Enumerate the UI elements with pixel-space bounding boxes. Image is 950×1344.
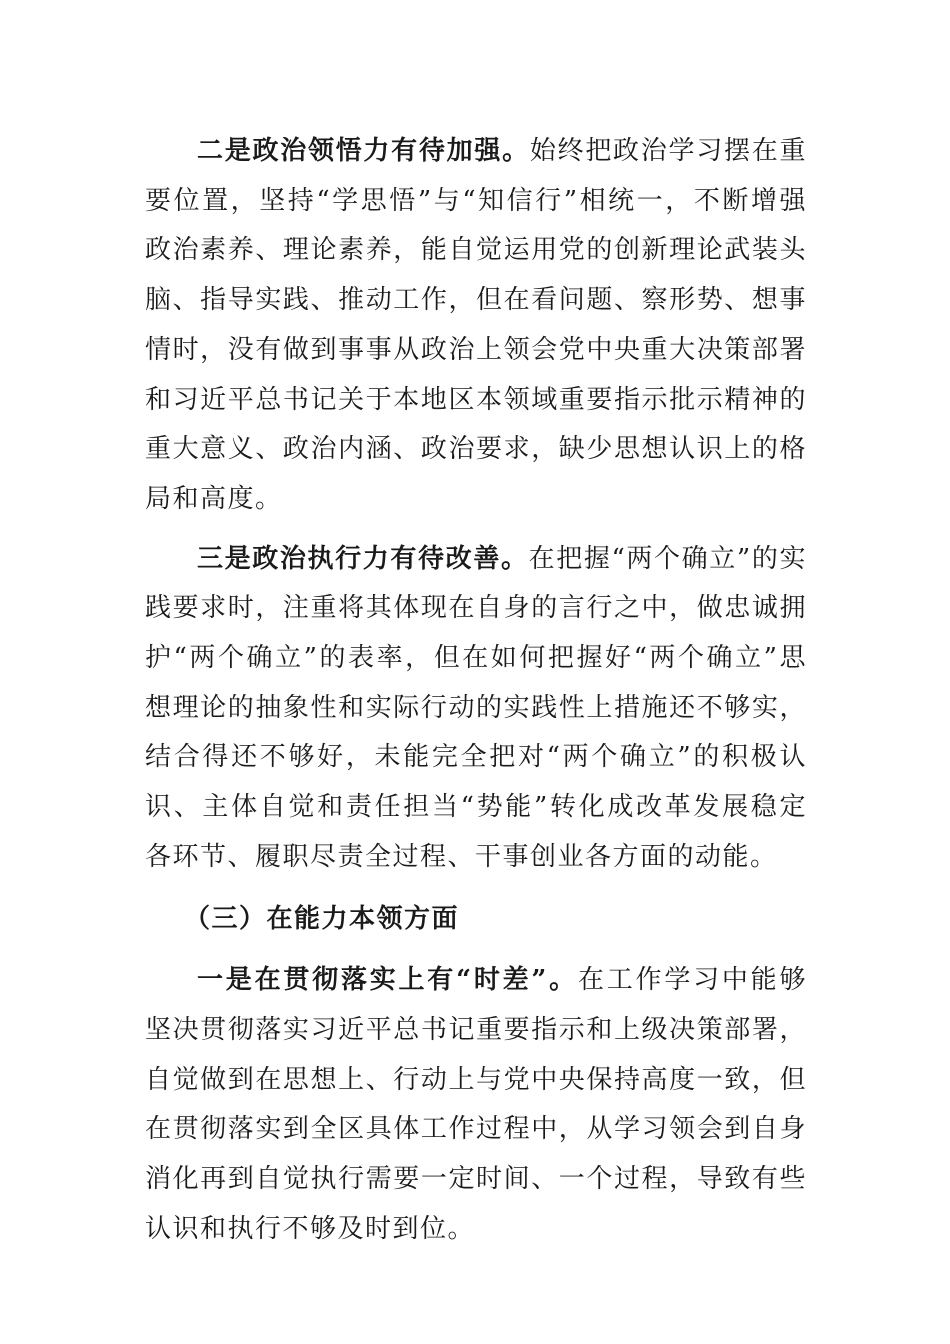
paragraph-body: 始终把政治学习摆在重要位置，坚持“学思悟”与“知信行”相统一，不断增强政治素养、理论素养，能自觉运用党的创新理论武装头脑、指导实践、推动工作，但在看问题、察形势、想事情时，没有做到事事从政治上领会党中央重大决策部署和习近平总书记关于本地区本领域重要指示批示精神的重大意义、政治内涵、政治要求，缺少思想认识上的格局和高度。: [145, 136, 807, 514]
paragraph-political-execution: [145, 535, 807, 883]
paragraph-political-comprehension: [145, 127, 807, 525]
paragraph-lead: 一是在贯彻落实上有“时差”。: [197, 965, 578, 996]
paragraph-body: 在工作学习中能够坚决贯彻落实习近平总书记重要指示和上级决策部署，自觉做到在思想上、行动上与党中央保持高度一致，但在贯彻落实到全区具体工作过程中，从学习领会到自身消化再到自觉执行需要一定时间、一个过程，导致有些认识和执行不够及时到位。: [145, 965, 807, 1244]
document-page: [145, 127, 807, 1254]
paragraph-lead: 三是政治执行力有待改善。: [197, 543, 529, 574]
paragraph-body: 在把握“两个确立”的实践要求时，注重将其体现在自身的言行之中，做忠诚拥护“两个确立”的表率，但在如何把握好“两个确立”思想理论的抽象性和实际行动的实践性上措施还不够实，结合得还不够好，未能完全把对“两个确立”的积极认识、主体自觉和责任担当“势能”转化成改革发展稳定各环节、履职尽责全过程、干事创业各方面的动能。: [145, 543, 807, 872]
paragraph-lead: 二是政治领悟力有待加强。: [197, 136, 530, 166]
paragraph-implementation-lag: [145, 956, 807, 1254]
section-heading: （三）在能力本领方面: [184, 903, 460, 934]
